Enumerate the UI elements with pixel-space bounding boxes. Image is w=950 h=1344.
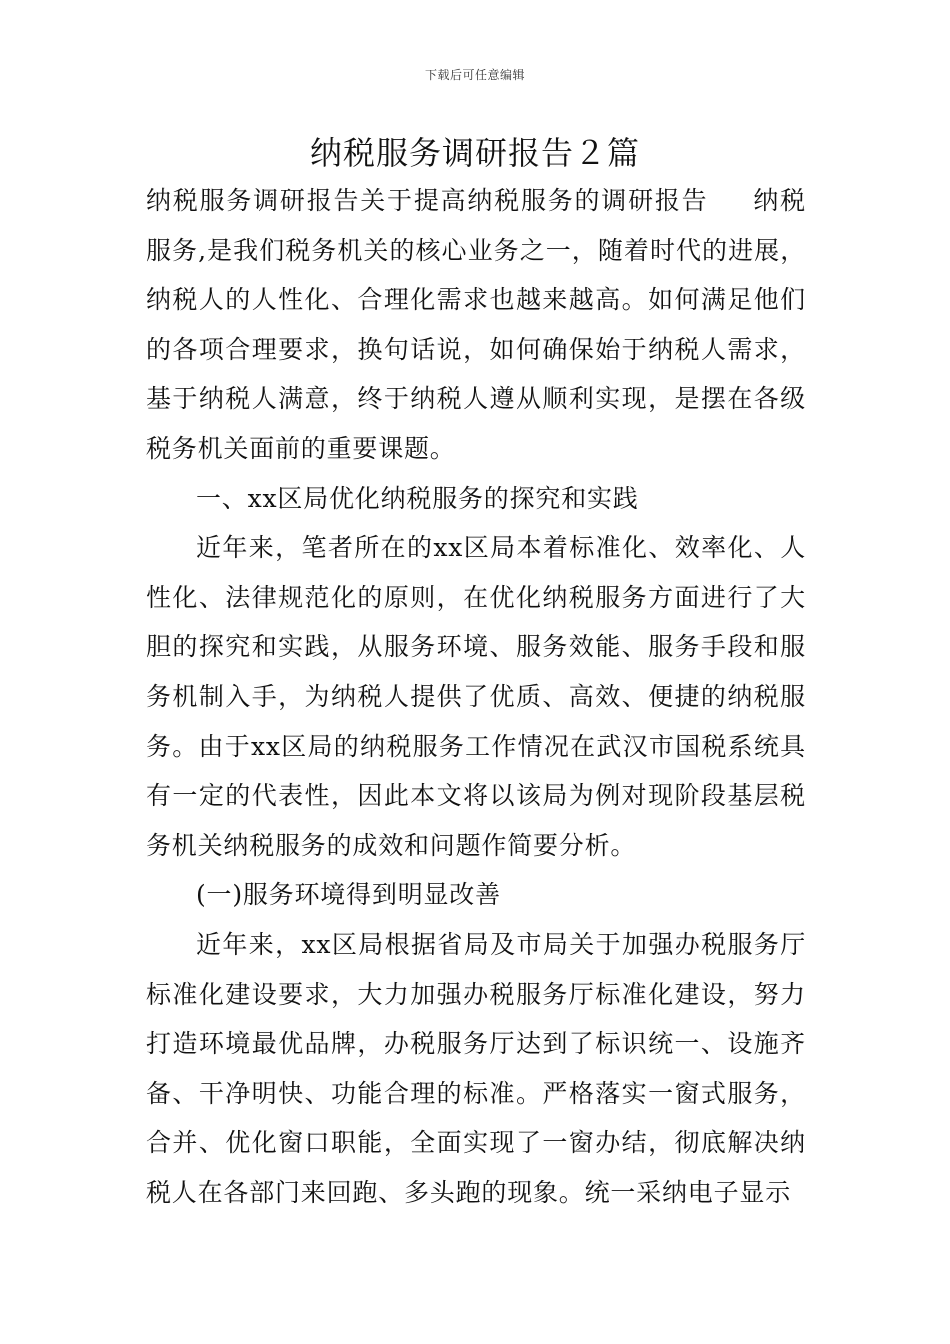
intro-paragraph [146,176,806,474]
section-paragraph-1: 近年来，笔者所在的xx区局本着标准化、效率化、人性化、法律规范化的原则，在优化纳税服务方面进行了大胆的探究和实践，从服务环境、服务效能、服务手段和服务机制入手，为纳税人提供了优质、高效、便捷的纳税服务。由于xx区局的纳税服务工作情况在武汉市国税系统具有一定的代表性，因此本文将以该局为例对现阶段基层税务机关纳税服务的成效和问题作简要分析。 [146,533,806,860]
subsection-heading-1: (一)服务环境得到明显改善 [196,880,501,910]
intro-text: 纳税服务,是我们税务机关的核心业务之一，随着时代的进展，纳税人的人性化、合理化需求也越来越高。如何满足他们的各项合理要求，换句话说，如何确保始于纳税人需求，基于纳税人满意，终于纳税人遵从顺利实现，是摆在各级税务机关面前的重要课题。 [146,186,806,463]
section-heading-1: 一、xx区局优化纳税服务的探究和实践 [196,483,639,513]
document-body [146,176,806,1217]
intro-title-line: 纳税服务调研报告关于提高纳税服务的调研报告 [146,186,709,215]
page-header-note: 下载后可任意编辑 [424,68,525,82]
subsection-paragraph-1: 近年来，xx区局根据省局及市局关于加强办税服务厅标准化建设要求，大力加强办税服务厅标准化建设，努力打造环境最优品牌，办税服务厅达到了标识统一、设施齐备、干净明快、功能合理的标准。严格落实一窗式服务，合并、优化窗口职能，全面实现了一窗办结，彻底解决纳税人在各部门来回跑、多头跑的现象。统一采纳电子显示 [146,929,806,1207]
document-title: 纳税服务调研报告２篇 [309,134,640,172]
